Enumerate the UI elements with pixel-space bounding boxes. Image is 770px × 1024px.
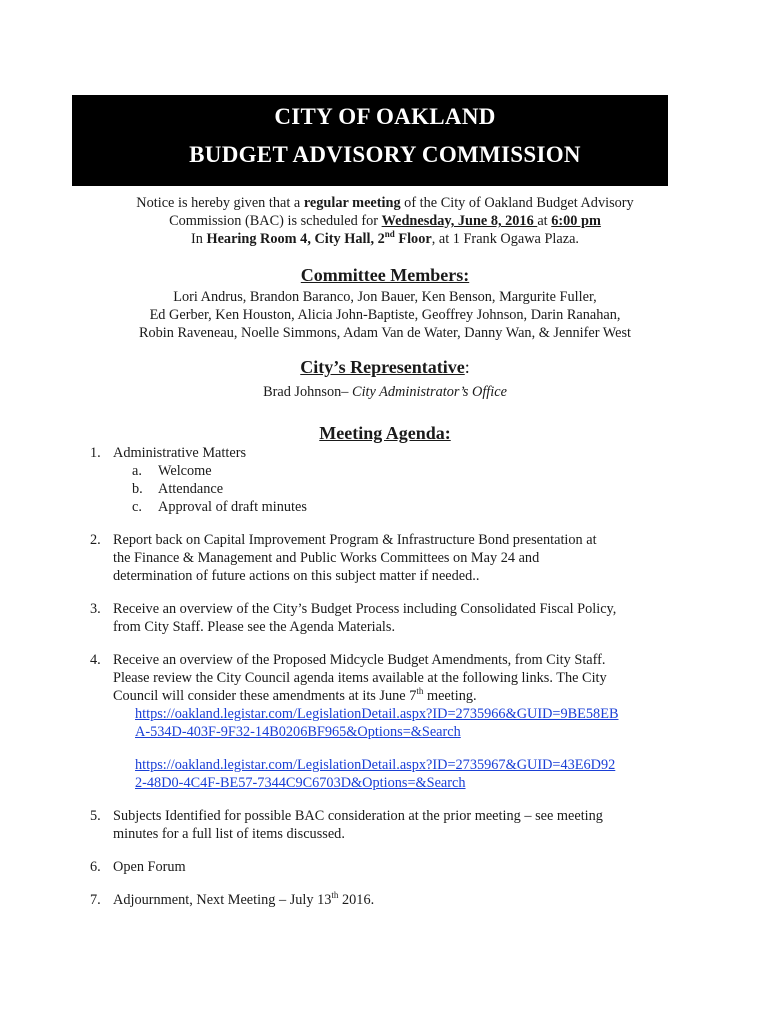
members-line: Robin Raveneau, Noelle Simmons, Adam Van de Water, Danny Wan, & Jennifer West xyxy=(138,325,632,341)
agenda-list xyxy=(90,444,690,924)
agenda-item-1: 1. Administrative Matters a. Welcome b. Attendance c. Approval of draft minutes xyxy=(90,444,690,516)
agenda-item-3: 3. Receive an overview of the City’s Budget Process including Consolidated Fiscal Policy, from City Staff. Please see the Agenda Materials. xyxy=(90,601,617,635)
agenda-item-5: 5. Subjects Identified for possible BAC consideration at the prior meeting – see meeting minutes for a full list of items discussed. xyxy=(90,808,603,842)
committee-members-heading: Committee Members: xyxy=(300,265,470,285)
notice-line-2: Commission (BAC) is scheduled for Wednesday, June 8, 2016 at 6:00 pm xyxy=(169,213,601,229)
members-line: Ed Gerber, Ken Houston, Alicia John-Baptiste, Geoffrey Johnson, Darin Ranahan, xyxy=(149,307,621,323)
legistar-link-2[interactable]: https://oakland.legistar.com/LegislationDetail.aspx?ID=2735967&GUID=43E6D92 2-48D0-4C4F-BE57-7344C9C6703D&Options=&Search xyxy=(135,757,616,791)
agenda-item-7: 7. Adjournment, Next Meeting – July 13th 2016. xyxy=(90,890,375,908)
agenda-subitem: c. Approval of draft minutes xyxy=(132,499,307,515)
agenda-subitem: b. Attendance xyxy=(132,481,224,497)
meeting-notice xyxy=(60,194,710,248)
agenda-subitem: a. Welcome xyxy=(132,463,212,479)
title-line-1: CITY OF OAKLAND xyxy=(274,104,496,129)
meeting-agenda-heading: Meeting Agenda: xyxy=(319,423,451,443)
title-line-2: BUDGET ADVISORY COMMISSION xyxy=(189,142,581,167)
notice-line-3: In Hearing Room 4, City Hall, 2nd Floor, at 1 Frank Ogawa Plaza. xyxy=(190,229,580,247)
representative-name: Brad Johnson– City Administrator’s Office xyxy=(263,384,507,400)
legistar-link-1[interactable]: https://oakland.legistar.com/LegislationDetail.aspx?ID=2735966&GUID=9BE58EB A-534D-403F-9F32-14B0206BF965&Options=&Search xyxy=(135,706,619,740)
notice-line-1: Notice is hereby given that a regular meeting of the City of Oakland Budget Advisory xyxy=(136,195,634,211)
agenda-item-4: 4. Receive an overview of the Proposed Midcycle Budget Amendments, from City Staff. Please review the City Council agenda items available at the following links. The City Council will consider these amendments at its June 7th meeting. https://oakland.legistar.com/LegislationDetail.aspx?ID=2735966&GUID=9BE58EB A-534D-403F-9F32-14B0206BF965&Options=&Search https://oakland.legistar.com/LegislationDetail.aspx?ID=2735967&GUID=43E6D92 2-48D0-4C4F-BE57-7344C9C6703D&Options=&Search xyxy=(90,651,690,792)
members-line: Lori Andrus, Brandon Baranco, Jon Bauer, Ken Benson, Margurite Fuller, xyxy=(173,289,597,305)
committee-members-list xyxy=(60,288,710,342)
agenda-item-6: 6. Open Forum xyxy=(90,859,186,875)
agenda-item-2: 2. Report back on Capital Improvement Program & Infrastructure Bond presentation at the Finance & Management and Public Works Committees on May 24 and determination of future actions on this subject matter if needed.. xyxy=(90,532,597,584)
representative-heading: City’s Representative: xyxy=(300,357,470,377)
